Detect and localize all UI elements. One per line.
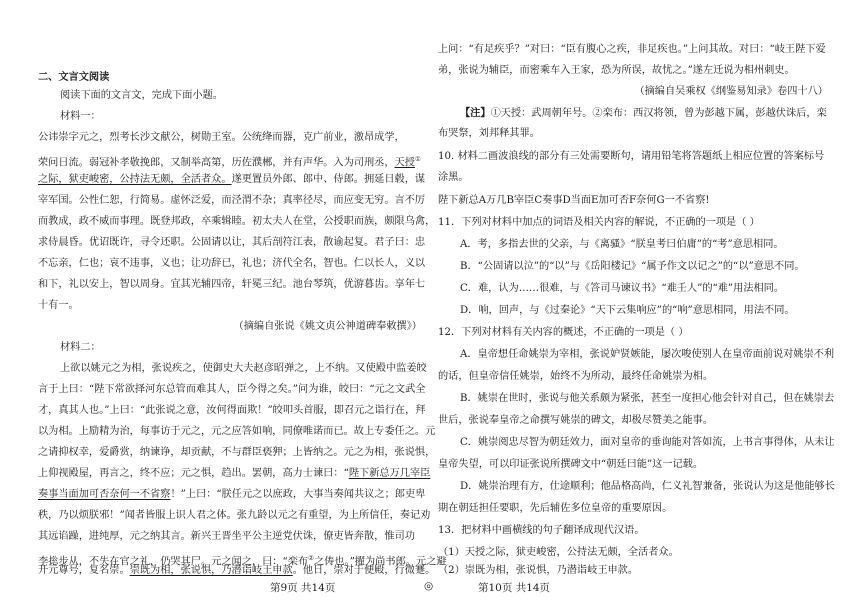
r-line-2: 弟，张说为辅臣，而密乘车入王家，恐为所误，故忧之。”遂左迁说为相州刺史。 xyxy=(438,65,795,76)
q13-stem: 13．把材料中画横线的句子翻译成现代汉语。 xyxy=(438,525,645,536)
q13-item-1: （1）天授之际，狱吏峻密，公持法无颇，全活者众。 xyxy=(438,547,679,558)
q11-stem: 11．下列对材料中加点的词语及相关内容的解说，不正确的一项是（ ） xyxy=(438,217,760,228)
q12-option-b-2: 世后，张说奉皇帝之命撰写姚崇的碑文，却极尽赞美之能事。 xyxy=(438,415,714,426)
m1-line-7: 不忘亲，仁也；哀不违事，义也；让功辞已，礼也；济代全名，智也。仁以长人，义以 xyxy=(38,258,426,269)
q12-option-c-1: C．姚崇阅忠尽智为朝廷效力，面对皇帝的垂询能对答如流，上书言事得体，从未让 xyxy=(460,437,835,448)
binding-circle-icon: ◎ xyxy=(424,580,434,592)
q10-line-2: 涂黑。 xyxy=(438,172,469,183)
q10-line-1: 10. 材料二画波浪线的部分有三处需要断句，请用铅笔将答题纸上相应位置的答案标号 xyxy=(438,151,825,162)
q12-stem: 12．下列对材料有关内容的概述，不正确的一项是（ ） xyxy=(438,327,689,338)
wavy-line-part-2: 奏事当面加可否奈何一不省察 xyxy=(38,489,171,500)
m2-line-3: 才，真其人也。”上曰：“此张说之意，汝何得面欺！”皎叩头首服，即召元之诣行在，拜 xyxy=(38,405,426,416)
m1-line-3: 之际，狱吏峻密，公持法无颇，全活者众。遂更置员外郎、郎中、侍郎。拥延日毂，谋 xyxy=(38,174,426,185)
m2-line-4: 以为相。上励精为治，每事访于元之，元之应答如响，同僚唯诺而已。故上专委任之。元 xyxy=(38,426,436,437)
m2-line-9: 其远谄躁，进纯厚，元之纳其言。新兴王晋坐平公主逆党伏诛，僚吏皆奔散，惟司功 xyxy=(38,531,415,542)
right-page-number: 第10页 共14页 xyxy=(478,582,551,594)
wavy-line-part-1: 陛下新总万几宰臣 xyxy=(348,468,431,479)
q13-item-2: （2）崇既为相，张说惧，乃潜诣岐王申款。 xyxy=(438,565,639,576)
r-line-1: 上问：“有足疾乎？”对曰：“臣有腹心之疾，非足疾也。”上问其故。对曰：“岐王陛下爱 xyxy=(438,44,826,55)
r-source: （摘编自吴乘权《纲鉴易知录》卷四十八） xyxy=(634,86,828,97)
instruction: 阅读下面的文言文，完成下面小题。 xyxy=(60,90,223,101)
q11-option-c: C．难，认为……很难，与《答司马谏议书》“难壬人”的“难”用法相同。 xyxy=(460,283,785,294)
q10-options: 陛下新总A万几B宰臣C奏事D当面E加可否F奈何G一不省察! xyxy=(438,195,710,206)
m2-line-6: 上仰视殿屋，再言之，终不应；元之惧，趋出。罢朝，高力士谏曰：“陛下新总万几宰臣 xyxy=(38,468,431,479)
section-title: 二、文言文阅读 xyxy=(38,71,110,83)
note-line-2: 布哭祭，刘邦释其罪。 xyxy=(438,128,540,139)
m2-line-1: 上欲以姚元之为相，张说疾之，使御史大夫赵彦昭弹之，上不纳。又使殿中监姜皎 xyxy=(60,363,427,374)
m1-line-8: 和下，礼以安上，智以周身。宜其光辅四帝，轩冕三纪。池台琴筑，优游暮齿。享年七 xyxy=(38,279,426,290)
m1-line-9: 十有一。 xyxy=(38,300,79,311)
q12-option-d-2: 期在朝廷担任要职，先后辅佐多位皇帝的重要原因。 xyxy=(438,503,673,514)
m2-line-5: 之请抑权幸，爱爵赏，纳谏诤，却贡献，不与群臣亵狎；上皆纳之。元之为相，张说惧， xyxy=(38,447,436,458)
material-2-label: 材料二： xyxy=(60,342,101,353)
m2-line-7: 奏事当面加可否奈何一不省察！”上曰：“朕任元之以庶政，大事当奏闻共议之；郎吏卑 xyxy=(38,489,426,500)
underlined-sentence: 之际，狱吏峻密，公持法无颇，全活者众。 xyxy=(38,174,232,185)
m1-line-1: 公讳崇字元之，烈考长沙文献公，树勋王室。公统绛而器，克广前业，激昂成学， xyxy=(38,132,405,143)
q11-option-a: A．考，多指去世的父亲，与《离骚》“朕皇考曰伯庸”的“考”意思相同。 xyxy=(460,239,784,250)
m1-line-4: 宰军国。公性仁恕，行简易。虚怀泛爱，而泾渭不杂；真率径尽，而应变无穷。言不厉 xyxy=(38,195,426,206)
q12-option-b-1: B．姚崇在世时，张说与他关系颇为紧张，甚至一度担心他会针对自己，但在姚崇去 xyxy=(460,393,835,404)
m1-source: （摘编自张说《姚文贞公神道碑奉敕撰》） xyxy=(233,321,422,332)
m1-line-6: 求侍晨昏。优诏既许，寻令还职。公固请以让，其后剖符江表，散谕起复。君子曰：忠 xyxy=(38,237,426,248)
m2-line-11: 开元尊号，复名崇。崇既为相，张说惧，乃潜诣岐王申款。他日，崇对于便殿，行微蹇。 xyxy=(38,565,436,576)
note-label: 【注】 xyxy=(460,107,491,119)
m1-line-5: 而教成，政不威而事理。既登邦政，卒乘辑睦。初太夫人在堂，公授职而族，颇限乌禽， xyxy=(38,216,436,227)
m1-line-2: 荣问日流。弱冠补孝敬挽郎，又制举高第，历佐濮郴，并有声华。入为司刑丞，天授① xyxy=(38,155,421,169)
q12-option-c-2: 皇帝失望，可以印证张说所撰碑文中“朝廷曰能”这一记载。 xyxy=(438,459,704,470)
left-page-number: 第9页 共14页 xyxy=(270,582,336,594)
underlined-phrase: 天授 xyxy=(394,157,415,169)
m2-line-8: 秩，乃以烦朕邪！”闻者皆服上识人君之体。张九龄以元之有重望，为上所信任，奏记劝 xyxy=(38,510,431,521)
m2-line-2: 言于上曰：“陛下常欲择河东总管而难其人，臣今得之矣。”问为谁，皎曰：“元之文武全 xyxy=(38,384,426,395)
q11-option-d: D．响，回声，与《过秦论》“天下云集响应”的“响”意思相同，用法不同。 xyxy=(460,305,795,316)
q11-option-b: B．“公固请以泣”的“以”与《岳阳楼记》“属予作文以记之”的“以”意思不同。 xyxy=(460,261,805,272)
page-footer xyxy=(0,580,860,596)
q12-option-a-1: A．皇帝想任命姚崇为宰相，张说妒贤嫉能，屡次唆使别人在皇帝面前说对姚崇不利 xyxy=(460,349,835,360)
q12-option-d-1: D．姚崇治理有方，仕途顺利；他品格高尚，仁义礼智兼备，张说认为这是他能够长 xyxy=(460,481,835,492)
note-line-1: 【注】①天授：武周朝年号。②栾布：西汉将领，曾为彭越下属，彭越伏诛后，栾 xyxy=(460,107,827,119)
underlined-sentence-2: 崇既为相，张说惧，乃潜诣岐王申款 xyxy=(129,565,293,576)
material-1-label: 材料一： xyxy=(60,111,101,122)
m2-line-10: 李捴步从，不失在官之礼，仍哭其尸。元之闻之，曰：“栾布②之俦也。”擢为尚书郎。元之避 xyxy=(38,554,447,568)
q12-option-a-2: 的话，但皇帝信任姚崇，始终不为所动，最终任命姚崇为相。 xyxy=(438,371,714,382)
